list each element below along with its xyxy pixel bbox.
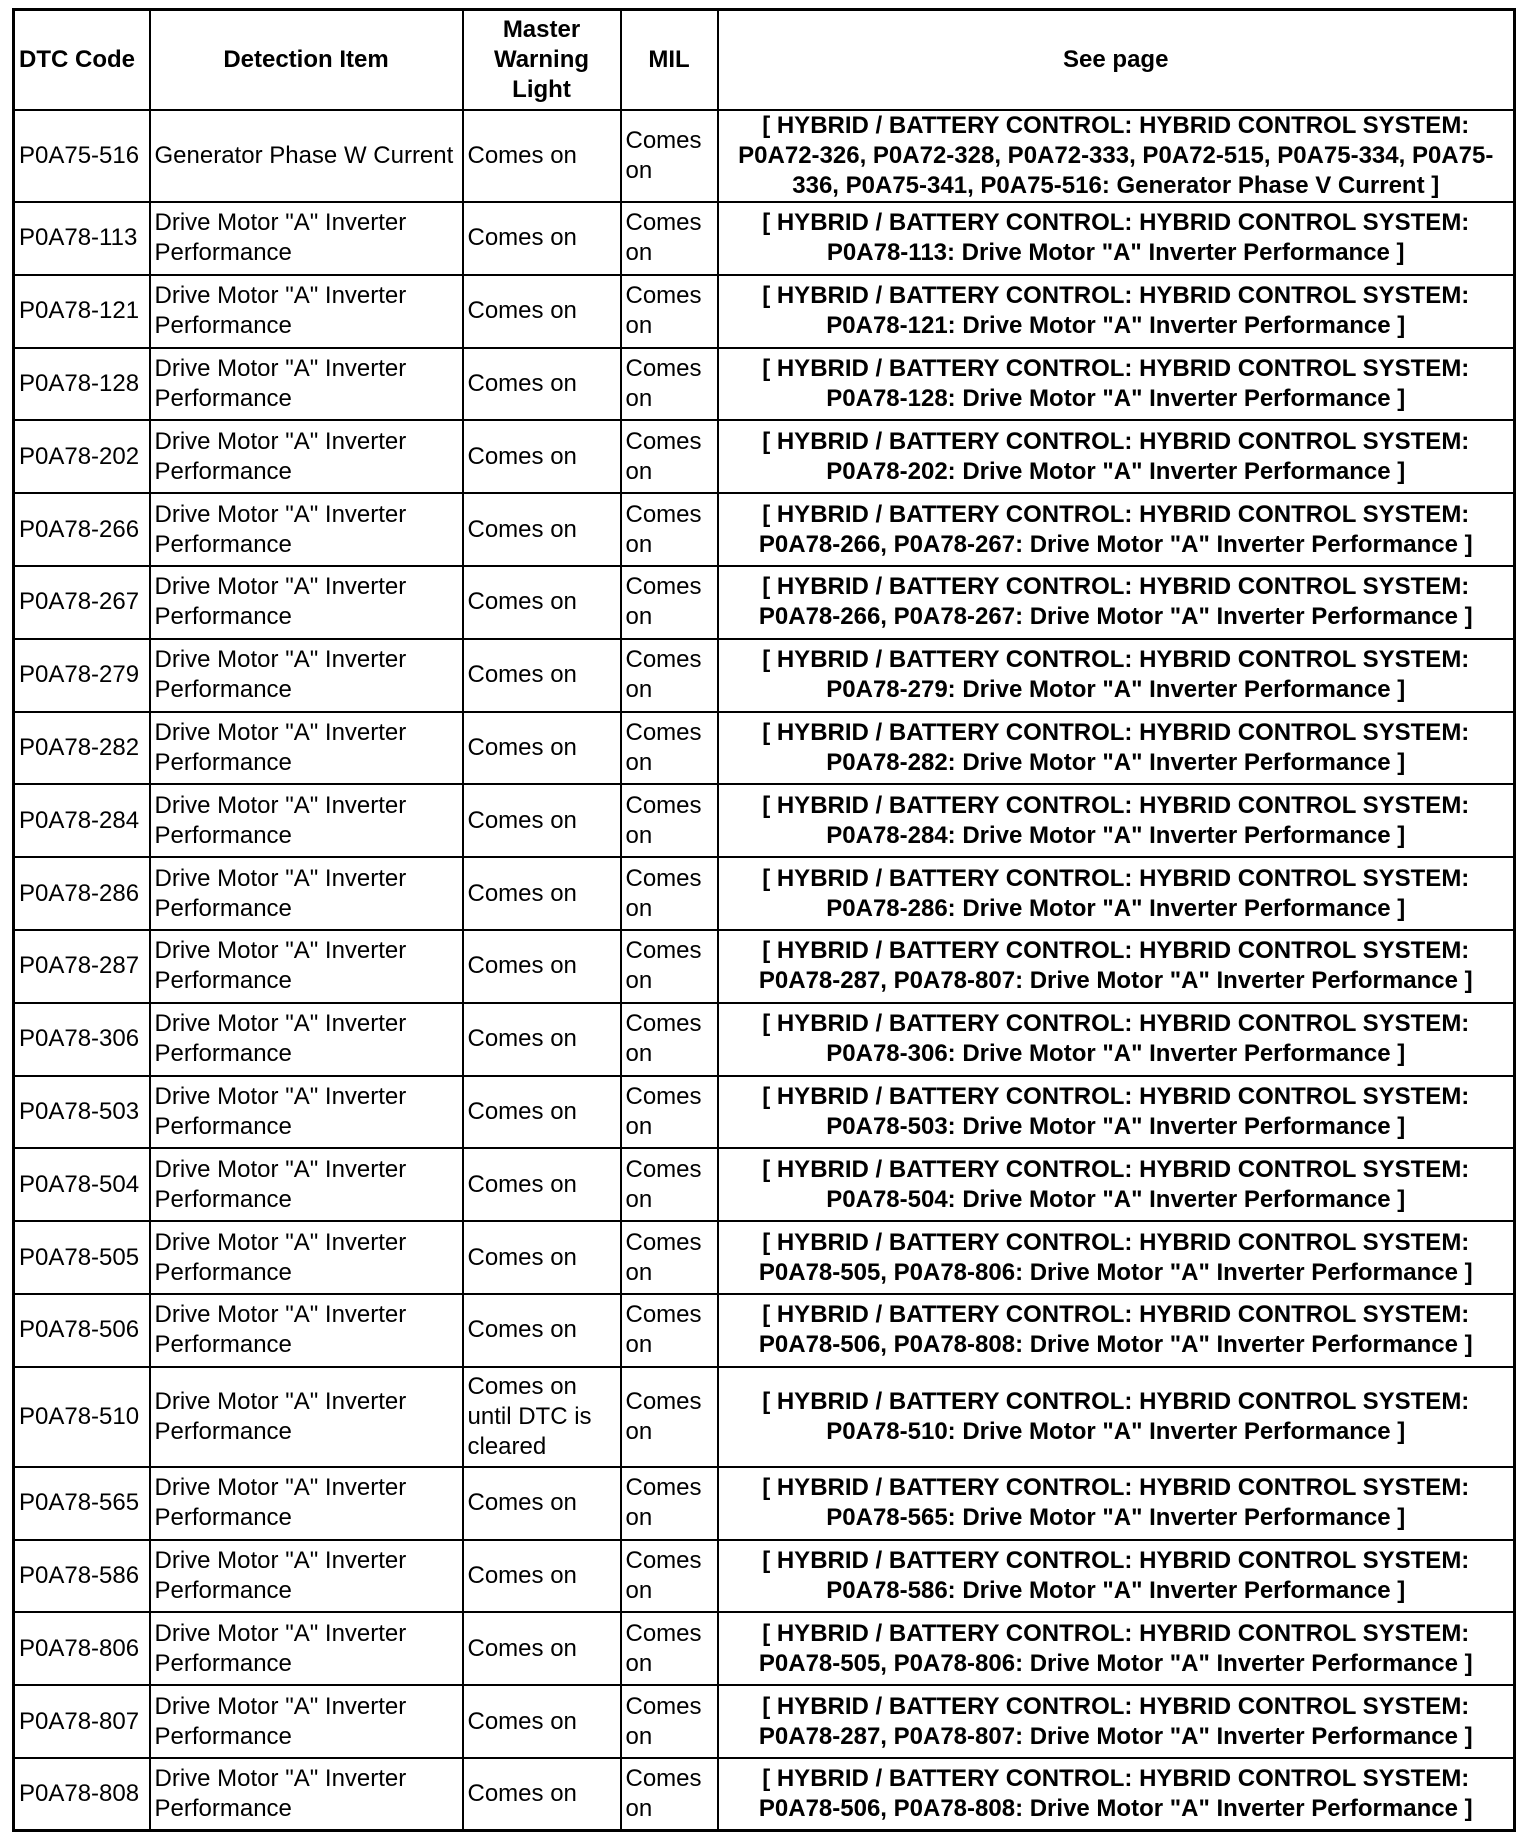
table-row — [14, 1540, 1515, 1613]
detection-item-cell: Generator Phase W Current — [150, 110, 463, 202]
detection-item-cell: Drive Motor "A" Inverter Performance — [150, 1685, 463, 1758]
table-body — [14, 110, 1515, 1831]
detection-item-cell: Drive Motor "A" Inverter Performance — [150, 1758, 463, 1831]
dtc-code-cell: P0A78-505 — [14, 1221, 150, 1294]
master-warning-cell: Comes on — [463, 202, 621, 275]
detection-item-cell: Drive Motor "A" Inverter Performance — [150, 1148, 463, 1221]
detection-item-cell: Drive Motor "A" Inverter Performance — [150, 857, 463, 930]
dtc-code-cell: P0A78-306 — [14, 1003, 150, 1076]
table-row — [14, 784, 1515, 857]
detection-item-cell: Drive Motor "A" Inverter Performance — [150, 1540, 463, 1613]
table-row — [14, 1294, 1515, 1367]
table-row — [14, 566, 1515, 639]
dtc-code-cell: P0A78-113 — [14, 202, 150, 275]
see-page-cell: [ HYBRID / BATTERY CONTROL: HYBRID CONTROL SYSTEM: P0A78-202: Drive Motor "A" Inverter Performance ] — [718, 420, 1515, 493]
table-row — [14, 1367, 1515, 1467]
mil-cell: Comes on — [621, 712, 718, 785]
table-row — [14, 1612, 1515, 1685]
table-row — [14, 712, 1515, 785]
see-page-cell: [ HYBRID / BATTERY CONTROL: HYBRID CONTROL SYSTEM: P0A78-286: Drive Motor "A" Inverter Performance ] — [718, 857, 1515, 930]
master-warning-cell: Comes on — [463, 1076, 621, 1149]
dtc-code-cell: P0A75-516 — [14, 110, 150, 202]
detection-item-cell: Drive Motor "A" Inverter Performance — [150, 1467, 463, 1540]
detection-item-cell: Drive Motor "A" Inverter Performance — [150, 784, 463, 857]
dtc-code-cell: P0A78-202 — [14, 420, 150, 493]
master-warning-cell: Comes on — [463, 930, 621, 1003]
mil-cell: Comes on — [621, 1540, 718, 1613]
see-page-cell: [ HYBRID / BATTERY CONTROL: HYBRID CONTROL SYSTEM: P0A78-504: Drive Motor "A" Inverter Performance ] — [718, 1148, 1515, 1221]
table-row — [14, 348, 1515, 421]
table-row — [14, 1685, 1515, 1758]
header-row — [14, 10, 1515, 111]
header-dtc-code: DTC Code — [14, 10, 150, 111]
mil-cell: Comes on — [621, 1294, 718, 1367]
mil-cell: Comes on — [621, 1221, 718, 1294]
table-row — [14, 857, 1515, 930]
dtc-table — [12, 8, 1516, 1832]
dtc-code-cell: P0A78-586 — [14, 1540, 150, 1613]
header-master-warning-light: Master Warning Light — [463, 10, 621, 111]
table-row — [14, 1758, 1515, 1831]
mil-cell: Comes on — [621, 1467, 718, 1540]
see-page-cell: [ HYBRID / BATTERY CONTROL: HYBRID CONTROL SYSTEM: P0A78-503: Drive Motor "A" Inverter Performance ] — [718, 1076, 1515, 1149]
master-warning-cell: Comes on — [463, 1294, 621, 1367]
see-page-cell: [ HYBRID / BATTERY CONTROL: HYBRID CONTROL SYSTEM: P0A78-121: Drive Motor "A" Inverter Performance ] — [718, 275, 1515, 348]
table-row — [14, 1467, 1515, 1540]
mil-cell: Comes on — [621, 493, 718, 566]
table-row — [14, 1076, 1515, 1149]
master-warning-cell: Comes on — [463, 1540, 621, 1613]
see-page-cell: [ HYBRID / BATTERY CONTROL: HYBRID CONTROL SYSTEM: P0A78-128: Drive Motor "A" Inverter Performance ] — [718, 348, 1515, 421]
see-page-cell: [ HYBRID / BATTERY CONTROL: HYBRID CONTROL SYSTEM: P0A78-266, P0A78-267: Drive Motor "A" Inverter Performance ] — [718, 566, 1515, 639]
dtc-code-cell: P0A78-266 — [14, 493, 150, 566]
master-warning-cell: Comes on — [463, 275, 621, 348]
dtc-code-cell: P0A78-806 — [14, 1612, 150, 1685]
dtc-code-cell: P0A78-565 — [14, 1467, 150, 1540]
header-mil: MIL — [621, 10, 718, 111]
master-warning-cell: Comes on — [463, 639, 621, 712]
mil-cell: Comes on — [621, 1148, 718, 1221]
master-warning-cell: Comes on — [463, 110, 621, 202]
see-page-cell: [ HYBRID / BATTERY CONTROL: HYBRID CONTROL SYSTEM: P0A78-287, P0A78-807: Drive Motor "A" Inverter Performance ] — [718, 1685, 1515, 1758]
mil-cell: Comes on — [621, 348, 718, 421]
table-row — [14, 275, 1515, 348]
dtc-code-cell: P0A78-510 — [14, 1367, 150, 1467]
dtc-code-cell: P0A78-284 — [14, 784, 150, 857]
mil-cell: Comes on — [621, 1076, 718, 1149]
see-page-cell: [ HYBRID / BATTERY CONTROL: HYBRID CONTROL SYSTEM: P0A78-586: Drive Motor "A" Inverter Performance ] — [718, 1540, 1515, 1613]
detection-item-cell: Drive Motor "A" Inverter Performance — [150, 639, 463, 712]
master-warning-cell: Comes on — [463, 566, 621, 639]
detection-item-cell: Drive Motor "A" Inverter Performance — [150, 275, 463, 348]
mil-cell: Comes on — [621, 857, 718, 930]
dtc-code-cell: P0A78-503 — [14, 1076, 150, 1149]
detection-item-cell: Drive Motor "A" Inverter Performance — [150, 1076, 463, 1149]
dtc-table-wrapper — [12, 8, 1516, 1832]
see-page-cell: [ HYBRID / BATTERY CONTROL: HYBRID CONTROL SYSTEM: P0A78-506, P0A78-808: Drive Motor "A" Inverter Performance ] — [718, 1294, 1515, 1367]
dtc-code-cell: P0A78-808 — [14, 1758, 150, 1831]
master-warning-cell: Comes on — [463, 1685, 621, 1758]
see-page-cell: [ HYBRID / BATTERY CONTROL: HYBRID CONTROL SYSTEM: P0A78-284: Drive Motor "A" Inverter Performance ] — [718, 784, 1515, 857]
mil-cell: Comes on — [621, 566, 718, 639]
mil-cell: Comes on — [621, 420, 718, 493]
master-warning-cell: Comes on — [463, 784, 621, 857]
master-warning-cell: Comes on — [463, 493, 621, 566]
see-page-cell: [ HYBRID / BATTERY CONTROL: HYBRID CONTROL SYSTEM: P0A72-326, P0A72-328, P0A72-333, P0A72-515, P0A75-334, P0A75-336, P0A75-341, P0A75-516: Generator Phase V Current ] — [718, 110, 1515, 202]
see-page-cell: [ HYBRID / BATTERY CONTROL: HYBRID CONTROL SYSTEM: P0A78-306: Drive Motor "A" Inverter Performance ] — [718, 1003, 1515, 1076]
detection-item-cell: Drive Motor "A" Inverter Performance — [150, 712, 463, 785]
see-page-cell: [ HYBRID / BATTERY CONTROL: HYBRID CONTROL SYSTEM: P0A78-266, P0A78-267: Drive Motor "A" Inverter Performance ] — [718, 493, 1515, 566]
mil-cell: Comes on — [621, 110, 718, 202]
detection-item-cell: Drive Motor "A" Inverter Performance — [150, 930, 463, 1003]
table-row — [14, 110, 1515, 202]
detection-item-cell: Drive Motor "A" Inverter Performance — [150, 1003, 463, 1076]
mil-cell: Comes on — [621, 275, 718, 348]
master-warning-cell: Comes on — [463, 712, 621, 785]
master-warning-cell: Comes on until DTC is cleared — [463, 1367, 621, 1467]
dtc-code-cell: P0A78-807 — [14, 1685, 150, 1758]
mil-cell: Comes on — [621, 784, 718, 857]
dtc-code-cell: P0A78-121 — [14, 275, 150, 348]
dtc-code-cell: P0A78-282 — [14, 712, 150, 785]
master-warning-cell: Comes on — [463, 1148, 621, 1221]
see-page-cell: [ HYBRID / BATTERY CONTROL: HYBRID CONTROL SYSTEM: P0A78-565: Drive Motor "A" Inverter Performance ] — [718, 1467, 1515, 1540]
mil-cell: Comes on — [621, 1612, 718, 1685]
see-page-cell: [ HYBRID / BATTERY CONTROL: HYBRID CONTROL SYSTEM: P0A78-505, P0A78-806: Drive Motor "A" Inverter Performance ] — [718, 1221, 1515, 1294]
master-warning-cell: Comes on — [463, 1221, 621, 1294]
table-row — [14, 1148, 1515, 1221]
mil-cell: Comes on — [621, 202, 718, 275]
dtc-code-cell: P0A78-506 — [14, 1294, 150, 1367]
detection-item-cell: Drive Motor "A" Inverter Performance — [150, 348, 463, 421]
master-warning-cell: Comes on — [463, 1758, 621, 1831]
table-row — [14, 930, 1515, 1003]
master-warning-cell: Comes on — [463, 1612, 621, 1685]
detection-item-cell: Drive Motor "A" Inverter Performance — [150, 420, 463, 493]
mil-cell: Comes on — [621, 1758, 718, 1831]
see-page-cell: [ HYBRID / BATTERY CONTROL: HYBRID CONTROL SYSTEM: P0A78-279: Drive Motor "A" Inverter Performance ] — [718, 639, 1515, 712]
table-row — [14, 202, 1515, 275]
mil-cell: Comes on — [621, 1685, 718, 1758]
detection-item-cell: Drive Motor "A" Inverter Performance — [150, 202, 463, 275]
mil-cell: Comes on — [621, 930, 718, 1003]
mil-cell: Comes on — [621, 639, 718, 712]
detection-item-cell: Drive Motor "A" Inverter Performance — [150, 1612, 463, 1685]
table-row — [14, 493, 1515, 566]
table-row — [14, 1003, 1515, 1076]
master-warning-cell: Comes on — [463, 857, 621, 930]
table-row — [14, 639, 1515, 712]
master-warning-cell: Comes on — [463, 420, 621, 493]
table-row — [14, 1221, 1515, 1294]
dtc-code-cell: P0A78-286 — [14, 857, 150, 930]
header-see-page: See page — [718, 10, 1515, 111]
detection-item-cell: Drive Motor "A" Inverter Performance — [150, 1367, 463, 1467]
detection-item-cell: Drive Motor "A" Inverter Performance — [150, 493, 463, 566]
mil-cell: Comes on — [621, 1367, 718, 1467]
dtc-code-cell: P0A78-279 — [14, 639, 150, 712]
detection-item-cell: Drive Motor "A" Inverter Performance — [150, 1221, 463, 1294]
mil-cell: Comes on — [621, 1003, 718, 1076]
see-page-cell: [ HYBRID / BATTERY CONTROL: HYBRID CONTROL SYSTEM: P0A78-506, P0A78-808: Drive Motor "A" Inverter Performance ] — [718, 1758, 1515, 1831]
see-page-cell: [ HYBRID / BATTERY CONTROL: HYBRID CONTROL SYSTEM: P0A78-282: Drive Motor "A" Inverter Performance ] — [718, 712, 1515, 785]
table-row — [14, 420, 1515, 493]
see-page-cell: [ HYBRID / BATTERY CONTROL: HYBRID CONTROL SYSTEM: P0A78-510: Drive Motor "A" Inverter Performance ] — [718, 1367, 1515, 1467]
dtc-code-cell: P0A78-504 — [14, 1148, 150, 1221]
dtc-code-cell: P0A78-287 — [14, 930, 150, 1003]
dtc-code-cell: P0A78-128 — [14, 348, 150, 421]
see-page-cell: [ HYBRID / BATTERY CONTROL: HYBRID CONTROL SYSTEM: P0A78-113: Drive Motor "A" Inverter Performance ] — [718, 202, 1515, 275]
master-warning-cell: Comes on — [463, 1467, 621, 1540]
master-warning-cell: Comes on — [463, 348, 621, 421]
dtc-code-cell: P0A78-267 — [14, 566, 150, 639]
detection-item-cell: Drive Motor "A" Inverter Performance — [150, 566, 463, 639]
master-warning-cell: Comes on — [463, 1003, 621, 1076]
detection-item-cell: Drive Motor "A" Inverter Performance — [150, 1294, 463, 1367]
see-page-cell: [ HYBRID / BATTERY CONTROL: HYBRID CONTROL SYSTEM: P0A78-505, P0A78-806: Drive Motor "A" Inverter Performance ] — [718, 1612, 1515, 1685]
header-detection-item: Detection Item — [150, 10, 463, 111]
see-page-cell: [ HYBRID / BATTERY CONTROL: HYBRID CONTROL SYSTEM: P0A78-287, P0A78-807: Drive Motor "A" Inverter Performance ] — [718, 930, 1515, 1003]
